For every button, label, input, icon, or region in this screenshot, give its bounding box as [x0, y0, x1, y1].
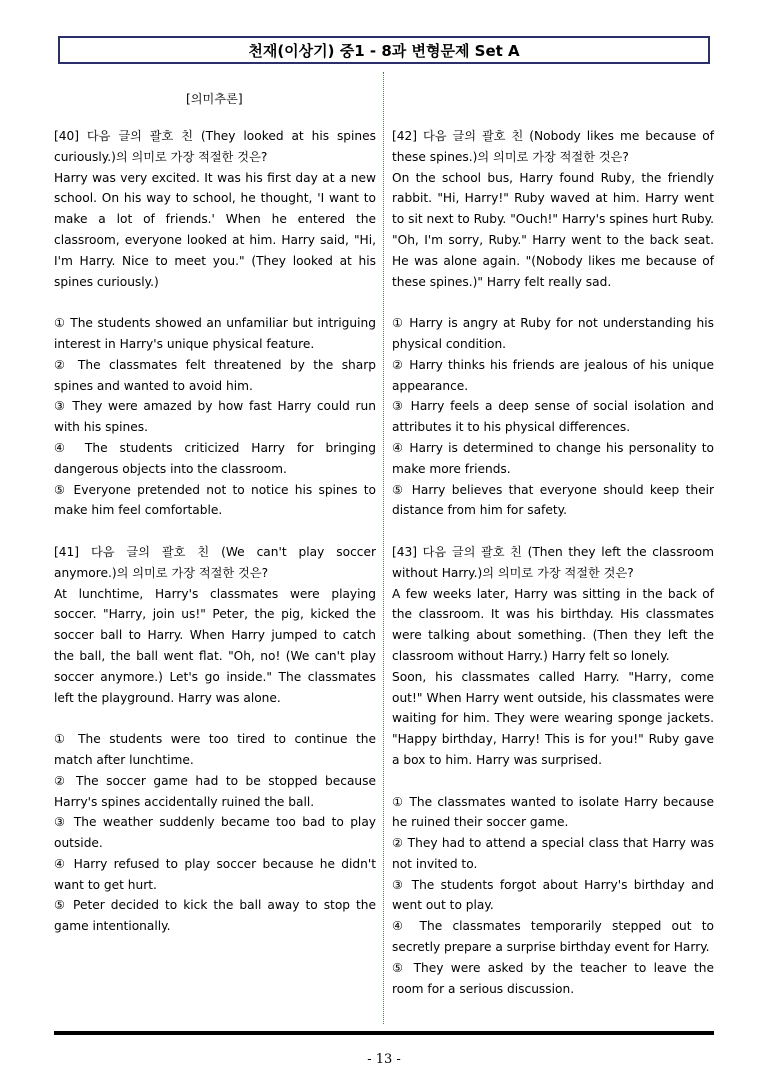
- answer-option-3: ③ The students forgot about Harry's birthday and went out to play.: [392, 877, 714, 913]
- question-passage-continued: Soon, his classmates called Harry. "Harry, come out!" When Harry went outside, his classmates were waiting for him. They were wearing sponge jackets. "Happy birthday, Harry! This is for you!" Ruby gave a box to him. Harry was surprised.: [392, 669, 714, 767]
- footer-rule: [54, 1031, 714, 1035]
- answer-option-2: ② The soccer game had to be stopped because Harry's spines accidentally ruined the ball.: [54, 773, 376, 809]
- answer-option-5: ⑤ They were asked by the teacher to leave the room for a serious discussion.: [392, 960, 714, 996]
- question-passage: At lunchtime, Harry's classmates were playing soccer. "Harry, join us!" Peter, the pig, kicked the soccer ball to Harry. When Harry jumped to catch the ball, the ball went flat. "Oh, no! (We can't play soccer anymore.) Let's go inside." The classmates left the playground. Harry was alone.: [54, 586, 376, 705]
- answer-option-1: ① The students were too tired to continue the match after lunchtime.: [54, 732, 376, 767]
- answer-option-4: ④ The classmates temporarily stepped out to secretly prepare a surprise birthday event for Harry.: [392, 919, 714, 955]
- answer-option-5: ⑤ Everyone pretended not to notice his spines to make him feel comfortable.: [54, 482, 376, 518]
- answer-option-3: ③ The weather suddenly became too bad to play outside.: [54, 815, 376, 851]
- question-block-43: [392, 542, 714, 1000]
- answer-option-2: ② They had to attend a special class that Harry was not invited to.: [392, 836, 714, 871]
- answer-option-3: ③ They were amazed by how fast Harry could run with his spines.: [54, 399, 376, 435]
- answer-option-1: ① The classmates wanted to isolate Harry because he ruined their soccer game.: [392, 794, 714, 830]
- question-block-42: [392, 126, 714, 521]
- answer-option-4: ④ Harry refused to play soccer because he didn't want to get hurt.: [54, 856, 376, 892]
- answer-option-2: ② The classmates felt threatened by the sharp spines and wanted to avoid him.: [54, 357, 376, 393]
- question-prompt: [42] 다음 글의 괄호 친 (Nobody likes me because of these spines.)의 의미로 가장 적절한 것은?: [392, 129, 714, 164]
- question-prompt: [43] 다음 글의 괄호 친 (Then they left the classroom without Harry.)의 의미로 가장 적절한 것은?: [392, 544, 714, 580]
- question-prompt: [41] 다음 글의 괄호 친 (We can't play soccer anymore.)의 의미로 가장 적절한 것은?: [54, 544, 376, 580]
- left-column: [54, 126, 376, 937]
- answer-option-5: ⑤ Harry believes that everyone should keep their distance from him for safety.: [392, 482, 714, 518]
- answer-option-5: ⑤ Peter decided to kick the ball away to stop the game intentionally.: [54, 898, 376, 934]
- answer-option-2: ② Harry thinks his friends are jealous of his unique appearance.: [392, 357, 714, 393]
- column-divider: [383, 72, 384, 1024]
- answer-option-1: ① Harry is angry at Ruby for not understanding his physical condition.: [392, 316, 714, 351]
- question-block-41: [54, 542, 376, 937]
- answer-option-4: ④ The students criticized Harry for bringing dangerous objects into the classroom.: [54, 440, 376, 476]
- answer-option-4: ④ Harry is determined to change his personality to make more friends.: [392, 440, 714, 476]
- question-passage: Harry was very excited. It was his first day at a new school. On his way to school, he thought, 'I want to make a lot of friends.' When he entered the classroom, everyone looked at him. Harry said, "Hi, I'm Harry. Nice to meet you." (They looked at his spines curiously.): [54, 170, 376, 289]
- page-number: - 13 -: [367, 1052, 401, 1067]
- answer-option-1: ① The students showed an unfamiliar but intriguing interest in Harry's unique physical feature.: [54, 316, 376, 351]
- answer-option-3: ③ Harry feels a deep sense of social isolation and attributes it to his physical differences.: [392, 399, 714, 435]
- question-passage: On the school bus, Harry found Ruby, the friendly rabbit. "Hi, Harry!" Ruby waved at him. Harry went to sit next to Ruby. "Ouch!" Harry's spines hurt Ruby. "Oh, I'm sorry, Ruby." Harry went to the back seat. He was alone again. "(Nobody likes me because of these spines.)" Harry felt really sad.: [392, 170, 714, 289]
- category-label: [의미추론]: [186, 92, 243, 106]
- header-box: [58, 36, 710, 64]
- right-column: [392, 126, 714, 999]
- question-passage: A few weeks later, Harry was sitting in the back of the classroom. It was his birthday. His classmates were talking about something. (Then they left the classroom without Harry.) Harry felt so lonely.: [392, 586, 714, 663]
- question-prompt: [40] 다음 글의 괄호 친 (They looked at his spines curiously.)의 의미로 가장 적절한 것은?: [54, 129, 376, 164]
- question-block-40: [54, 126, 376, 521]
- page-title: 천재(이상기) 중1 - 8과 변형문제 Set A: [248, 41, 520, 60]
